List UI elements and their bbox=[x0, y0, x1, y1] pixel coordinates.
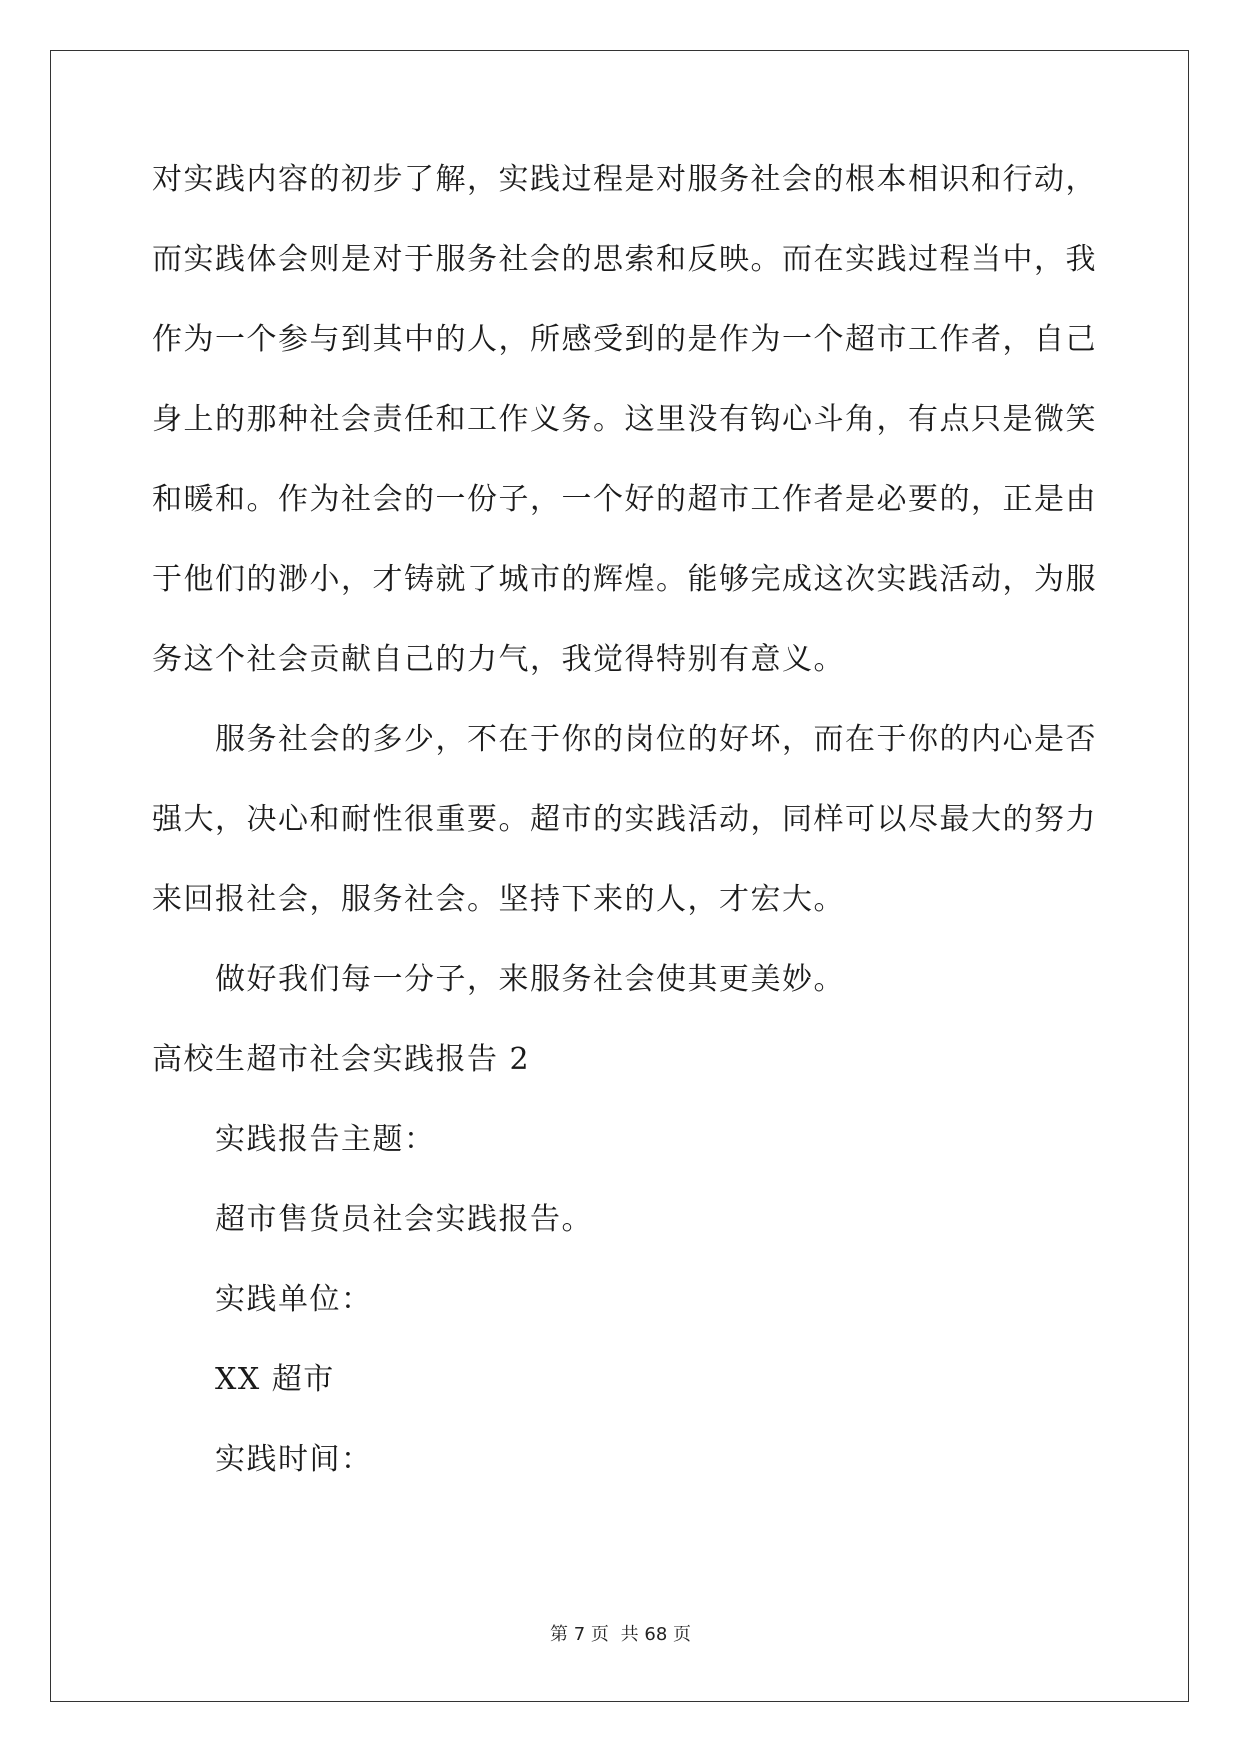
paragraph-line: 和暖和。作为社会的一份子，一个好的超市工作者是必要的，正是由 bbox=[152, 482, 1097, 517]
paragraph-line: 作为一个参与到其中的人，所感受到的是作为一个超市工作者，自己 bbox=[152, 322, 1097, 357]
current-page-number: 第 7 页 bbox=[550, 1624, 609, 1645]
field-label: 实践报告主题： bbox=[215, 1122, 436, 1157]
paragraph-line: 来回报社会，服务社会。坚持下来的人，才宏大。 bbox=[152, 882, 845, 917]
paragraph-line: 服务社会的多少，不在于你的岗位的好坏，而在于你的内心是否 bbox=[215, 722, 1097, 757]
section-heading: 高校生超市社会实践报告 2 bbox=[152, 1042, 531, 1077]
paragraph-line: 而实践体会则是对于服务社会的思索和反映。而在实践过程当中，我 bbox=[152, 242, 1097, 277]
field-value: XX 超市 bbox=[215, 1362, 335, 1397]
paragraph-line: 强大，决心和耐性很重要。超市的实践活动，同样可以尽最大的努力 bbox=[152, 802, 1097, 837]
paragraph-line: 身上的那种社会责任和工作义务。这里没有钩心斗角，有点只是微笑 bbox=[152, 402, 1097, 437]
document-body bbox=[152, 150, 1097, 1510]
paragraph-line: 于他们的渺小，才铸就了城市的辉煌。能够完成这次实践活动，为服 bbox=[152, 562, 1097, 597]
paragraph-line: 务这个社会贡献自己的力气，我觉得特别有意义。 bbox=[152, 642, 845, 677]
field-label: 实践时间： bbox=[215, 1442, 373, 1477]
total-page-count: 共 68 页 bbox=[620, 1624, 691, 1645]
paragraph-line: 对实践内容的初步了解，实践过程是对服务社会的根本相识和行动， bbox=[152, 162, 1097, 197]
field-value: 超市售货员社会实践报告。 bbox=[215, 1202, 593, 1237]
page-footer bbox=[0, 1620, 1241, 1646]
field-label: 实践单位： bbox=[215, 1282, 373, 1317]
paragraph-line: 做好我们每一分子，来服务社会使其更美妙。 bbox=[215, 962, 845, 997]
